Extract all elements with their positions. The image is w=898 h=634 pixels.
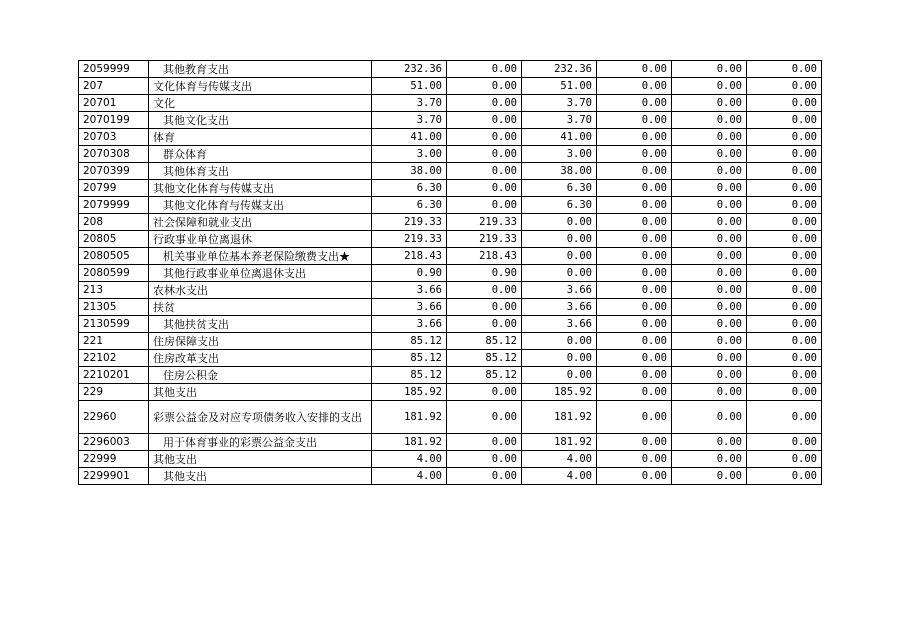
table-row xyxy=(79,95,822,112)
row-value-cell: 0.00 xyxy=(447,434,522,451)
row-value-cell: 0.00 xyxy=(672,468,747,485)
row-value-cell: 3.66 xyxy=(522,316,597,333)
budget-table-container xyxy=(78,60,822,485)
row-value-cell: 0.00 xyxy=(522,231,597,248)
row-value-cell: 0.00 xyxy=(597,468,672,485)
row-value-cell: 3.66 xyxy=(372,316,447,333)
row-value-cell: 0.00 xyxy=(747,129,822,146)
row-code-cell: 2296003 xyxy=(79,434,149,451)
row-value-cell: 3.66 xyxy=(522,282,597,299)
table-row xyxy=(79,299,822,316)
row-value-cell: 85.12 xyxy=(447,333,522,350)
row-code-cell: 20701 xyxy=(79,95,149,112)
row-value-cell: 0.00 xyxy=(747,248,822,265)
table-row xyxy=(79,146,822,163)
row-value-cell: 0.00 xyxy=(747,265,822,282)
row-code-cell: 2210201 xyxy=(79,367,149,384)
row-value-cell: 3.00 xyxy=(522,146,597,163)
row-value-cell: 0.00 xyxy=(672,214,747,231)
row-value-cell: 0.00 xyxy=(747,384,822,401)
row-value-cell: 0.00 xyxy=(522,265,597,282)
row-value-cell: 0.00 xyxy=(597,451,672,468)
row-code-cell: 22999 xyxy=(79,451,149,468)
row-name-cell: 其他行政事业单位离退休支出 xyxy=(149,265,372,282)
row-value-cell: 0.00 xyxy=(672,401,747,434)
row-value-cell: 0.00 xyxy=(747,180,822,197)
row-value-cell: 0.00 xyxy=(672,265,747,282)
row-value-cell: 0.00 xyxy=(447,163,522,180)
row-value-cell: 51.00 xyxy=(522,78,597,95)
row-value-cell: 3.00 xyxy=(372,146,447,163)
row-value-cell: 0.00 xyxy=(672,367,747,384)
row-value-cell: 0.00 xyxy=(597,316,672,333)
row-value-cell: 0.00 xyxy=(672,197,747,214)
budget-expenditure-table xyxy=(78,60,822,485)
row-value-cell: 3.66 xyxy=(522,299,597,316)
row-code-cell: 2059999 xyxy=(79,61,149,78)
table-row xyxy=(79,61,822,78)
row-value-cell: 0.00 xyxy=(672,146,747,163)
row-value-cell: 0.00 xyxy=(597,350,672,367)
row-code-cell: 221 xyxy=(79,333,149,350)
row-name-cell: 群众体育 xyxy=(149,146,372,163)
row-name-cell: 其他文化体育与传媒支出 xyxy=(149,180,372,197)
row-code-cell: 21305 xyxy=(79,299,149,316)
row-value-cell: 3.70 xyxy=(372,112,447,129)
row-value-cell: 6.30 xyxy=(522,180,597,197)
row-code-cell: 2070199 xyxy=(79,112,149,129)
row-value-cell: 0.00 xyxy=(447,129,522,146)
row-value-cell: 0.00 xyxy=(747,146,822,163)
row-value-cell: 0.00 xyxy=(672,282,747,299)
row-value-cell: 181.92 xyxy=(372,434,447,451)
row-value-cell: 0.00 xyxy=(747,112,822,129)
table-row xyxy=(79,451,822,468)
row-value-cell: 0.00 xyxy=(672,129,747,146)
row-value-cell: 0.00 xyxy=(747,231,822,248)
row-name-cell: 住房保障支出 xyxy=(149,333,372,350)
table-body xyxy=(79,61,822,485)
row-name-cell: 社会保障和就业支出 xyxy=(149,214,372,231)
row-value-cell: 219.33 xyxy=(372,231,447,248)
row-value-cell: 0.00 xyxy=(747,61,822,78)
row-value-cell: 0.00 xyxy=(672,61,747,78)
row-code-cell: 2080505 xyxy=(79,248,149,265)
row-name-cell: 机关事业单位基本养老保险缴费支出★ xyxy=(149,248,372,265)
table-row xyxy=(79,78,822,95)
row-value-cell: 0.00 xyxy=(447,299,522,316)
row-value-cell: 0.00 xyxy=(597,282,672,299)
row-value-cell: 219.33 xyxy=(372,214,447,231)
row-code-cell: 20805 xyxy=(79,231,149,248)
row-value-cell: 38.00 xyxy=(522,163,597,180)
row-value-cell: 0.00 xyxy=(447,468,522,485)
row-value-cell: 232.36 xyxy=(522,61,597,78)
row-value-cell: 181.92 xyxy=(522,434,597,451)
row-value-cell: 219.33 xyxy=(447,231,522,248)
row-value-cell: 185.92 xyxy=(522,384,597,401)
row-value-cell: 185.92 xyxy=(372,384,447,401)
row-value-cell: 0.00 xyxy=(672,350,747,367)
row-code-cell: 2080599 xyxy=(79,265,149,282)
table-row xyxy=(79,231,822,248)
table-row xyxy=(79,129,822,146)
row-value-cell: 0.00 xyxy=(597,434,672,451)
row-value-cell: 85.12 xyxy=(372,350,447,367)
table-row xyxy=(79,384,822,401)
row-code-cell: 207 xyxy=(79,78,149,95)
table-row xyxy=(79,401,822,434)
table-row xyxy=(79,197,822,214)
row-value-cell: 0.00 xyxy=(522,367,597,384)
row-name-cell: 住房改革支出 xyxy=(149,350,372,367)
row-name-cell: 其他体育支出 xyxy=(149,163,372,180)
row-name-cell: 彩票公益金及对应专项债务收入安排的支出 xyxy=(149,401,372,434)
row-value-cell: 6.30 xyxy=(372,197,447,214)
row-value-cell: 0.00 xyxy=(597,367,672,384)
row-value-cell: 0.00 xyxy=(522,248,597,265)
row-value-cell: 0.00 xyxy=(597,78,672,95)
row-value-cell: 0.00 xyxy=(597,112,672,129)
table-row xyxy=(79,468,822,485)
row-name-cell: 住房公积金 xyxy=(149,367,372,384)
row-value-cell: 0.00 xyxy=(522,350,597,367)
row-code-cell: 2070308 xyxy=(79,146,149,163)
row-value-cell: 232.36 xyxy=(372,61,447,78)
row-value-cell: 0.00 xyxy=(447,61,522,78)
row-value-cell: 85.12 xyxy=(372,333,447,350)
table-row xyxy=(79,333,822,350)
table-row xyxy=(79,367,822,384)
row-value-cell: 4.00 xyxy=(372,451,447,468)
row-value-cell: 85.12 xyxy=(447,350,522,367)
row-value-cell: 0.00 xyxy=(522,214,597,231)
row-value-cell: 0.00 xyxy=(672,451,747,468)
row-value-cell: 0.00 xyxy=(672,95,747,112)
row-value-cell: 0.00 xyxy=(672,434,747,451)
row-name-cell: 体育 xyxy=(149,129,372,146)
row-name-cell: 用于体育事业的彩票公益金支出 xyxy=(149,434,372,451)
row-value-cell: 3.70 xyxy=(372,95,447,112)
row-value-cell: 4.00 xyxy=(372,468,447,485)
row-value-cell: 38.00 xyxy=(372,163,447,180)
row-value-cell: 0.00 xyxy=(597,384,672,401)
table-row xyxy=(79,214,822,231)
row-value-cell: 0.00 xyxy=(597,129,672,146)
row-value-cell: 0.90 xyxy=(372,265,447,282)
row-name-cell: 扶贫 xyxy=(149,299,372,316)
row-value-cell: 3.70 xyxy=(522,95,597,112)
row-code-cell: 213 xyxy=(79,282,149,299)
row-value-cell: 0.00 xyxy=(747,214,822,231)
row-name-cell: 行政事业单位离退休 xyxy=(149,231,372,248)
row-value-cell: 0.00 xyxy=(447,146,522,163)
table-row xyxy=(79,350,822,367)
row-value-cell: 0.00 xyxy=(672,180,747,197)
row-value-cell: 3.70 xyxy=(522,112,597,129)
row-value-cell: 0.90 xyxy=(447,265,522,282)
table-row xyxy=(79,316,822,333)
row-value-cell: 0.00 xyxy=(447,316,522,333)
row-value-cell: 0.00 xyxy=(447,401,522,434)
row-value-cell: 0.00 xyxy=(747,282,822,299)
row-value-cell: 0.00 xyxy=(672,316,747,333)
row-value-cell: 0.00 xyxy=(597,333,672,350)
row-value-cell: 0.00 xyxy=(597,214,672,231)
row-code-cell: 2070399 xyxy=(79,163,149,180)
row-name-cell: 其他文化支出 xyxy=(149,112,372,129)
table-row xyxy=(79,248,822,265)
row-value-cell: 0.00 xyxy=(522,333,597,350)
row-value-cell: 0.00 xyxy=(747,401,822,434)
row-value-cell: 0.00 xyxy=(672,384,747,401)
row-value-cell: 219.33 xyxy=(447,214,522,231)
row-value-cell: 0.00 xyxy=(447,197,522,214)
table-row xyxy=(79,434,822,451)
row-value-cell: 3.66 xyxy=(372,299,447,316)
row-value-cell: 0.00 xyxy=(672,163,747,180)
row-name-cell: 其他扶贫支出 xyxy=(149,316,372,333)
row-code-cell: 20703 xyxy=(79,129,149,146)
row-value-cell: 218.43 xyxy=(372,248,447,265)
row-value-cell: 0.00 xyxy=(672,333,747,350)
row-code-cell: 20799 xyxy=(79,180,149,197)
row-value-cell: 4.00 xyxy=(522,451,597,468)
table-row xyxy=(79,180,822,197)
row-name-cell: 农林水支出 xyxy=(149,282,372,299)
table-row xyxy=(79,163,822,180)
row-value-cell: 0.00 xyxy=(447,451,522,468)
row-value-cell: 0.00 xyxy=(597,61,672,78)
row-name-cell: 其他教育支出 xyxy=(149,61,372,78)
row-value-cell: 0.00 xyxy=(447,112,522,129)
row-value-cell: 0.00 xyxy=(747,367,822,384)
row-code-cell: 22102 xyxy=(79,350,149,367)
row-code-cell: 22960 xyxy=(79,401,149,434)
row-code-cell: 229 xyxy=(79,384,149,401)
row-value-cell: 0.00 xyxy=(597,180,672,197)
table-row xyxy=(79,282,822,299)
row-value-cell: 0.00 xyxy=(672,299,747,316)
row-value-cell: 218.43 xyxy=(447,248,522,265)
row-value-cell: 0.00 xyxy=(747,333,822,350)
row-name-cell: 其他支出 xyxy=(149,451,372,468)
row-value-cell: 0.00 xyxy=(747,95,822,112)
row-value-cell: 85.12 xyxy=(447,367,522,384)
table-row xyxy=(79,112,822,129)
row-value-cell: 0.00 xyxy=(747,197,822,214)
row-value-cell: 0.00 xyxy=(597,248,672,265)
row-code-cell: 208 xyxy=(79,214,149,231)
row-name-cell: 文化体育与传媒支出 xyxy=(149,78,372,95)
row-value-cell: 0.00 xyxy=(597,401,672,434)
row-value-cell: 0.00 xyxy=(597,299,672,316)
row-value-cell: 0.00 xyxy=(747,451,822,468)
row-value-cell: 0.00 xyxy=(747,163,822,180)
row-value-cell: 0.00 xyxy=(747,78,822,95)
row-code-cell: 2079999 xyxy=(79,197,149,214)
row-value-cell: 0.00 xyxy=(447,180,522,197)
row-value-cell: 0.00 xyxy=(597,163,672,180)
row-value-cell: 0.00 xyxy=(747,434,822,451)
row-value-cell: 0.00 xyxy=(597,265,672,282)
row-value-cell: 0.00 xyxy=(447,95,522,112)
row-value-cell: 0.00 xyxy=(672,78,747,95)
row-value-cell: 0.00 xyxy=(747,350,822,367)
row-value-cell: 0.00 xyxy=(597,95,672,112)
row-value-cell: 0.00 xyxy=(597,231,672,248)
row-code-cell: 2130599 xyxy=(79,316,149,333)
row-value-cell: 181.92 xyxy=(372,401,447,434)
row-code-cell: 2299901 xyxy=(79,468,149,485)
row-value-cell: 51.00 xyxy=(372,78,447,95)
row-value-cell: 41.00 xyxy=(372,129,447,146)
row-value-cell: 0.00 xyxy=(672,231,747,248)
row-value-cell: 0.00 xyxy=(447,78,522,95)
row-value-cell: 0.00 xyxy=(672,112,747,129)
row-name-cell: 其他文化体育与传媒支出 xyxy=(149,197,372,214)
row-value-cell: 0.00 xyxy=(597,146,672,163)
row-value-cell: 0.00 xyxy=(747,468,822,485)
row-name-cell: 其他支出 xyxy=(149,384,372,401)
row-value-cell: 181.92 xyxy=(522,401,597,434)
row-value-cell: 6.30 xyxy=(522,197,597,214)
row-name-cell: 其他支出 xyxy=(149,468,372,485)
row-value-cell: 3.66 xyxy=(372,282,447,299)
row-value-cell: 0.00 xyxy=(747,299,822,316)
row-value-cell: 85.12 xyxy=(372,367,447,384)
row-value-cell: 0.00 xyxy=(447,384,522,401)
row-value-cell: 4.00 xyxy=(522,468,597,485)
row-value-cell: 0.00 xyxy=(447,282,522,299)
row-value-cell: 0.00 xyxy=(672,248,747,265)
row-value-cell: 6.30 xyxy=(372,180,447,197)
row-value-cell: 41.00 xyxy=(522,129,597,146)
table-row xyxy=(79,265,822,282)
row-value-cell: 0.00 xyxy=(597,197,672,214)
row-name-cell: 文化 xyxy=(149,95,372,112)
row-value-cell: 0.00 xyxy=(747,316,822,333)
